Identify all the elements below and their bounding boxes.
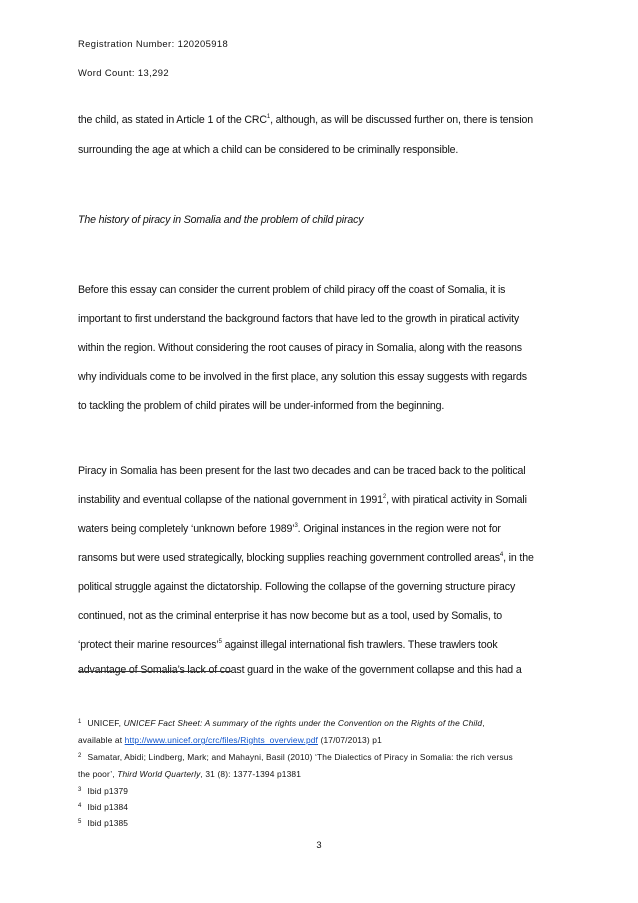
footnote-1-comma: , bbox=[482, 718, 485, 728]
para2-line-7-text-b: against illegal international fish trawlers. These trawlers took bbox=[221, 639, 498, 651]
footnote-1-date: (17/07/2013) p1 bbox=[318, 735, 382, 745]
para2-line-4-text-a: ransoms but were used strategically, blocking supplies reaching government controlled areas bbox=[78, 552, 500, 564]
para2-line-2-text-a: instability and eventual collapse of the national government in 1991 bbox=[78, 494, 383, 506]
footnote-2-text: Samatar, Abidi; Lindberg, Mark; and Mahayni, Basil (2010) ‘The Dialectics of Piracy in Somalia: the rich versus bbox=[87, 752, 513, 762]
footnote-2-mark: 2 bbox=[78, 753, 82, 759]
para1-line-5: to tackling the problem of child pirates will be under-informed from the beginning. bbox=[78, 400, 445, 412]
intro-text-b: , although, as will be discussed further on, there is tension bbox=[270, 114, 534, 126]
para2-line-7-text-a: ‘protect their marine resources’ bbox=[78, 639, 219, 651]
registration-number: Registration Number: 120205918 bbox=[78, 38, 229, 49]
para2-line-6: continued, not as the criminal enterprise it has now become but as a tool, used by Somalis, to bbox=[78, 610, 503, 622]
para2-line-3 bbox=[78, 523, 568, 535]
footnote-2-journal: Third World Quarterly bbox=[117, 769, 201, 779]
intro-text-a: the child, as stated in Article 1 of the CRC bbox=[78, 114, 267, 126]
footnote-2-text-c: , 31 (8): 1377-1394 p1381 bbox=[200, 769, 302, 779]
para1-line-4: why individuals come to be involved in the first place, any solution this essay suggests with regards bbox=[78, 371, 527, 383]
para2-line-2 bbox=[78, 494, 568, 506]
footnote-2-text-b: the poor’, bbox=[78, 769, 118, 779]
para2-line-2-text-b: , with piratical activity in Somali bbox=[386, 494, 527, 506]
footnote-1-cont bbox=[78, 735, 573, 745]
para2-line-5: political struggle against the dictatorship. Following the collapse of the governing structure piracy bbox=[78, 581, 516, 593]
para1-line-2: important to first understand the background factors that have led to the growth in piratical activity bbox=[78, 313, 520, 325]
page-number: 3 bbox=[316, 839, 322, 850]
footnote-1-available: available at bbox=[78, 735, 125, 745]
footnote-2-cont bbox=[78, 769, 573, 779]
para1-line-3: within the region. Without considering the root causes of piracy in Somalia, along with the reasons bbox=[78, 342, 522, 354]
footnote-3 bbox=[78, 786, 573, 796]
footnote-1-title: UNICEF Fact Sheet: A summary of the rights under the Convention on the Rights of the Child bbox=[123, 718, 483, 728]
footnote-4-mark: 4 bbox=[78, 803, 82, 809]
para2-line-4 bbox=[78, 552, 568, 564]
para2-line-3-text-b: . Original instances in the region were not for bbox=[297, 523, 501, 535]
para2-line-8: advantage of Somalia’s lack of coast guard in the wake of the government collapse and this had a bbox=[78, 664, 522, 676]
section-heading: The history of piracy in Somalia and the problem of child piracy bbox=[78, 214, 364, 226]
footnote-ref-1: 1 bbox=[266, 114, 271, 120]
footnote-4 bbox=[78, 802, 573, 812]
footnote-ref-3: 3 bbox=[294, 523, 298, 529]
para2-line-3-text-a: waters being completely ‘unknown before 1989’ bbox=[78, 523, 295, 535]
footnote-1 bbox=[78, 718, 573, 728]
footnote-2 bbox=[78, 752, 573, 762]
footnote-ref-5: 5 bbox=[218, 639, 222, 645]
footnote-4-text: Ibid p1384 bbox=[87, 802, 129, 812]
footnote-3-mark: 3 bbox=[78, 787, 82, 793]
footnote-5-text: Ibid p1385 bbox=[87, 818, 129, 828]
footnote-3-text: Ibid p1379 bbox=[87, 786, 129, 796]
intro-line-2: surrounding the age at which a child can be considered to be criminally responsible. bbox=[78, 144, 459, 156]
footnote-1-author: UNICEF, bbox=[87, 718, 124, 728]
para2-line-7 bbox=[78, 639, 568, 651]
footnote-separator bbox=[78, 671, 231, 672]
intro-line-1 bbox=[78, 114, 568, 126]
footnote-ref-4: 4 bbox=[499, 552, 504, 558]
footnote-5-mark: 5 bbox=[78, 819, 82, 825]
footnote-1-link[interactable]: http://www.unicef.org/crc/files/Rights_overview.pdf bbox=[124, 735, 319, 745]
footnote-5 bbox=[78, 818, 573, 828]
para2-line-4-text-b: , in the bbox=[503, 552, 534, 564]
footnote-1-mark: 1 bbox=[78, 719, 82, 725]
footnote-ref-2: 2 bbox=[382, 494, 387, 500]
para1-line-1: Before this essay can consider the current problem of child piracy off the coast of Somalia, it is bbox=[78, 284, 506, 296]
para2-line-1: Piracy in Somalia has been present for the last two decades and can be traced back to the political bbox=[78, 465, 526, 477]
word-count: Word Count: 13,292 bbox=[78, 67, 169, 78]
